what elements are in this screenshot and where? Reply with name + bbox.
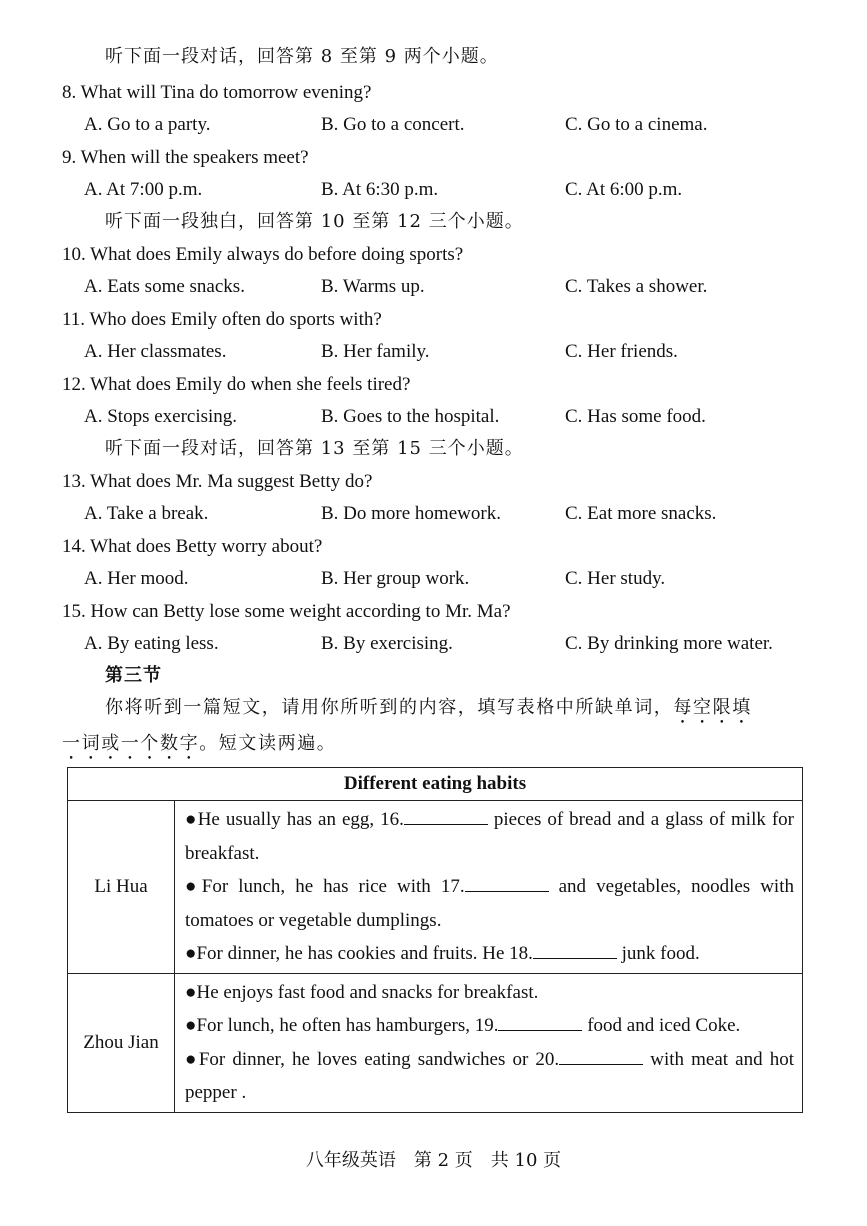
- option-c: C. Her friends.: [565, 341, 678, 362]
- habit-text: ●He usually has an egg, 16.: [185, 809, 404, 830]
- question-13: 13. What does Mr. Ma suggest Betty do?: [62, 471, 373, 492]
- answer-blank-17[interactable]: [465, 873, 549, 892]
- option-b: B. At 6:30 p.m.: [321, 179, 439, 200]
- table-title: Different eating habits: [68, 768, 803, 801]
- question-12: 12. What does Emily do when she feels tired?: [62, 374, 411, 395]
- habit-text: and vegetables, noodles with tomatoes or vegetable dumplings.: [185, 876, 794, 931]
- habit-description: [175, 973, 803, 1112]
- option-b: B. Her family.: [321, 341, 430, 362]
- option-b: B. By exercising.: [321, 633, 453, 654]
- option-a: A. At 7:00 p.m.: [84, 179, 203, 200]
- part3-instruction: [105, 695, 752, 728]
- habit-text: pieces of bread and a glass of milk for breakfast.: [185, 809, 794, 864]
- option-a: A. Her mood.: [84, 568, 189, 589]
- answer-blank-16[interactable]: [404, 806, 488, 825]
- option-b: B. Warms up.: [321, 276, 425, 297]
- option-a: A. By eating less.: [84, 633, 219, 654]
- question-9: 9. When will the speakers meet?: [62, 147, 309, 168]
- part3-instruction-text: 你将听到一篇短文，请用你所听到的内容，填写表格中所缺单词，: [105, 697, 674, 718]
- option-b: B. Do more homework.: [321, 503, 501, 524]
- option-c: C. Her study.: [565, 568, 666, 589]
- question-15: 15. How can Betty lose some weight according to Mr. Ma?: [62, 601, 511, 622]
- habit-text: with meat and hot pepper .: [185, 1048, 794, 1103]
- question-8: 8. What will Tina do tomorrow evening?: [62, 82, 372, 103]
- option-a: A. Stops exercising.: [84, 406, 238, 427]
- option-c: C. At 6:00 p.m.: [565, 179, 683, 200]
- section-instruction: 听下面一段对话，回答第 8 至第 9 两个小题。: [105, 46, 499, 67]
- table-row: [68, 973, 803, 1112]
- eating-habits-table: [67, 767, 803, 1113]
- option-c: C. Go to a cinema.: [565, 114, 708, 135]
- option-c: C. By drinking more water.: [565, 633, 773, 654]
- person-name: Li Hua: [68, 801, 175, 974]
- part3-instruction-emphasis: 一词或一个数字: [62, 733, 200, 754]
- option-a: A. Take a break.: [84, 503, 209, 524]
- part3-heading: 第三节: [105, 665, 162, 686]
- answer-blank-19[interactable]: [498, 1012, 582, 1031]
- part3-instruction-emphasis: 每空限填: [673, 697, 752, 718]
- answer-blank-18[interactable]: [533, 940, 617, 959]
- question-10: 10. What does Emily always do before doing sports?: [62, 244, 464, 265]
- person-name: Zhou Jian: [68, 973, 175, 1112]
- option-c: C. Eat more snacks.: [565, 503, 717, 524]
- part3-instruction-cont: [62, 731, 336, 764]
- option-b: B. Her group work.: [321, 568, 470, 589]
- habit-text: junk food.: [616, 943, 700, 964]
- habit-text: ●For dinner, he has cookies and fruits. He 18.: [185, 943, 533, 964]
- question-11: 11. Who does Emily often do sports with?: [62, 309, 382, 330]
- habit-text: food and iced Coke.: [582, 1015, 741, 1036]
- table-header-row: [68, 768, 803, 801]
- question-14: 14. What does Betty worry about?: [62, 536, 323, 557]
- habit-text: ●For lunch, he has rice with 17.: [185, 876, 465, 897]
- habit-text: ●He enjoys fast food and snacks for breakfast.: [185, 981, 539, 1003]
- option-b: B. Goes to the hospital.: [321, 406, 500, 427]
- part3-instruction-text: 。短文读两遍。: [199, 733, 337, 754]
- option-c: C. Takes a shower.: [565, 276, 708, 297]
- option-a: A. Eats some snacks.: [84, 276, 245, 297]
- table-row: [68, 801, 803, 974]
- habit-text: ●For lunch, he often has hamburgers, 19.: [185, 1015, 499, 1036]
- answer-blank-20[interactable]: [559, 1046, 643, 1065]
- section-instruction: 听下面一段对话，回答第 13 至第 15 三个小题。: [105, 438, 524, 459]
- option-c: C. Has some food.: [565, 406, 706, 427]
- option-a: A. Go to a party.: [84, 114, 211, 135]
- habit-description: [175, 801, 803, 974]
- page-footer: 八年级英语 第 2 页 共 10 页: [305, 1150, 562, 1171]
- option-b: B. Go to a concert.: [321, 114, 465, 135]
- section-instruction: 听下面一段独白，回答第 10 至第 12 三个小题。: [105, 211, 524, 232]
- habit-text: ●For dinner, he loves eating sandwiches or 20.: [185, 1048, 560, 1070]
- option-a: A. Her classmates.: [84, 341, 227, 362]
